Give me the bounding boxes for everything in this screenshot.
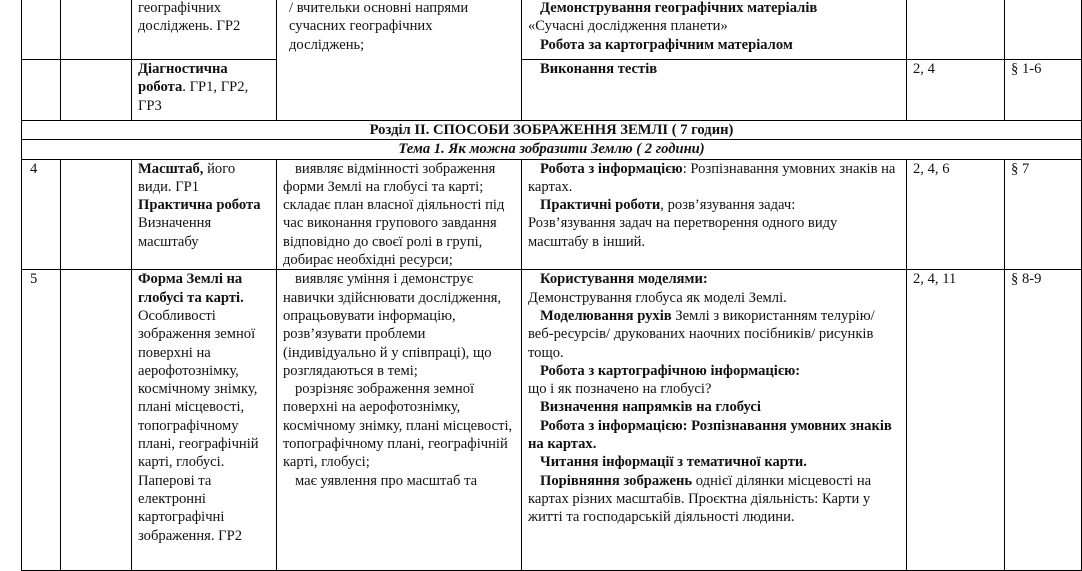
activity-text: Землі з використанням телурію/ веб-ресурсів/ друкованих наочних посібників/ рисунків тощо. (528, 307, 875, 361)
topic-text: Особливості зображення земної поверхні на аерофотознімку, космічному знімку, плані місцевості, топографічному плані, географічній карті, глобусі. Паперові та електронні картографічні зображення. ГР2 (138, 307, 259, 544)
section-title: Розділ ІІ. СПОСОБИ ЗОБРАЖЕННЯ ЗЕМЛІ ( 7 годин) (22, 121, 1082, 140)
table-row-diagnostic (22, 60, 1082, 121)
results-line: / вчительки основні напрями (289, 0, 469, 16)
topic-bold: Масштаб, (138, 160, 204, 177)
cell-empty (61, 270, 132, 571)
table-row-section (22, 121, 1082, 140)
table-row-lesson-4 (22, 159, 1082, 270)
cell-activities (522, 60, 907, 121)
activity-label: Порівняння зображень (540, 472, 693, 489)
cell-sources: 2, 4, 11 (907, 270, 1005, 571)
diagnostic-activity: Виконання тестів (540, 61, 658, 77)
cell-number: 5 (22, 270, 61, 571)
theme-title: Тема 1. Як можна зобразити Землю ( 2 години) (22, 140, 1082, 159)
cell-results (277, 270, 522, 571)
cell-results (277, 159, 522, 270)
cell-activities (522, 270, 907, 571)
activity-label: Читання інформації з тематичної карти. (540, 454, 807, 471)
cell-sources: 2, 4, 6 (907, 159, 1005, 270)
activity-text: , розв’язування задач: (660, 197, 796, 214)
cell-topic (132, 159, 277, 270)
activity-label: Робота з картографічною інформацією: (540, 362, 801, 379)
cell-activities (522, 159, 907, 270)
cell-results (277, 0, 522, 121)
activity-text: : Розпізнавання умовних знаків на картах. (528, 160, 896, 195)
results-text: має уявлення про масштаб та (295, 472, 478, 489)
practical-label: Практична робота (138, 197, 261, 214)
cell-topic (132, 60, 277, 121)
topic-text: його види. ГР1 (138, 160, 236, 195)
cell-empty (61, 60, 132, 121)
cell-sources: 2, 4 (907, 60, 1005, 121)
topic-line: досліджень. ГР2 (138, 18, 241, 35)
activity-text: що і як позначено на глобусі? (528, 381, 712, 398)
activity-line: «Сучасні дослідження планети» (528, 18, 728, 35)
activity-label: Робота з інформацією (540, 160, 683, 177)
cell-paragraphs: § 8-9 (1005, 270, 1082, 571)
activity-label: Моделювання рухів (540, 307, 672, 324)
cell-paragraphs: § 1-6 (1005, 60, 1082, 121)
table-row-continuation (22, 0, 1082, 60)
table-row-theme (22, 140, 1082, 159)
cell-topic (132, 270, 277, 571)
activity-text: Розв’язування задач на перетворення одного виду масштабу в інший. (528, 215, 838, 250)
activity-text: Демонстрування глобуса як моделі Землі. (528, 289, 787, 306)
activity-label: Визначення напрямків на глобусі (540, 399, 761, 416)
activity-text: однієї ділянки місцевості на картах різних масштабів. Проєктна діяльність: Карти у житті та господарській діяльності людини. (528, 472, 872, 526)
activity-label: Практичні роботи (540, 197, 661, 214)
practical-text: Визначення масштабу (138, 215, 212, 250)
cell-number (22, 60, 61, 121)
table-row-lesson-5 (22, 270, 1082, 571)
cell-paragraphs: § 7 (1005, 159, 1082, 270)
results-text: розрізняє зображення земної поверхні на аерофотознімку, космічному знімку, плані місцевості, топографічному плані, географічній карті, глобусі; (283, 381, 513, 471)
activity-line: Робота за картографічним матеріалом (540, 36, 793, 53)
cell-paragraphs (1005, 0, 1082, 60)
lesson-plan-table (21, 0, 1082, 571)
activity-label: Користування моделями: (540, 271, 708, 288)
topic-bold: Форма Землі на глобусі та карті. (138, 271, 244, 306)
cell-activities (522, 0, 907, 60)
cell-number (22, 0, 61, 60)
cell-empty (61, 0, 132, 60)
activity-line: Демонстрування географічних матеріалів (540, 0, 818, 16)
results-line: сучасних географічних (289, 18, 433, 35)
activity-label: Робота з інформацією: Розпізнавання умовних знаків на картах. (528, 417, 892, 453)
cell-empty (61, 159, 132, 270)
diagnostic-groups: . ГР1, ГР2, ГР3 (138, 79, 249, 114)
cell-number: 4 (22, 159, 61, 270)
results-text: виявляє відмінності зображення форми Землі на глобусі та карті; складає план власної діяльності під час виконання групового завдання відповідно до своєї ролі в групі, добирає необхідні ресурси; (283, 160, 505, 269)
topic-line: географічних (138, 0, 222, 16)
results-text: виявляє уміння і демонструє навички здійснювати дослідження, опрацьовувати інформацію, розв’язувати проблеми (індивідуально й у співпраці), що розглядаються в темі; (283, 271, 502, 379)
results-line: досліджень; (289, 36, 365, 53)
cell-sources (907, 0, 1005, 60)
diagnostic-title: Діагностична робота (138, 61, 228, 96)
cell-topic (132, 0, 277, 60)
